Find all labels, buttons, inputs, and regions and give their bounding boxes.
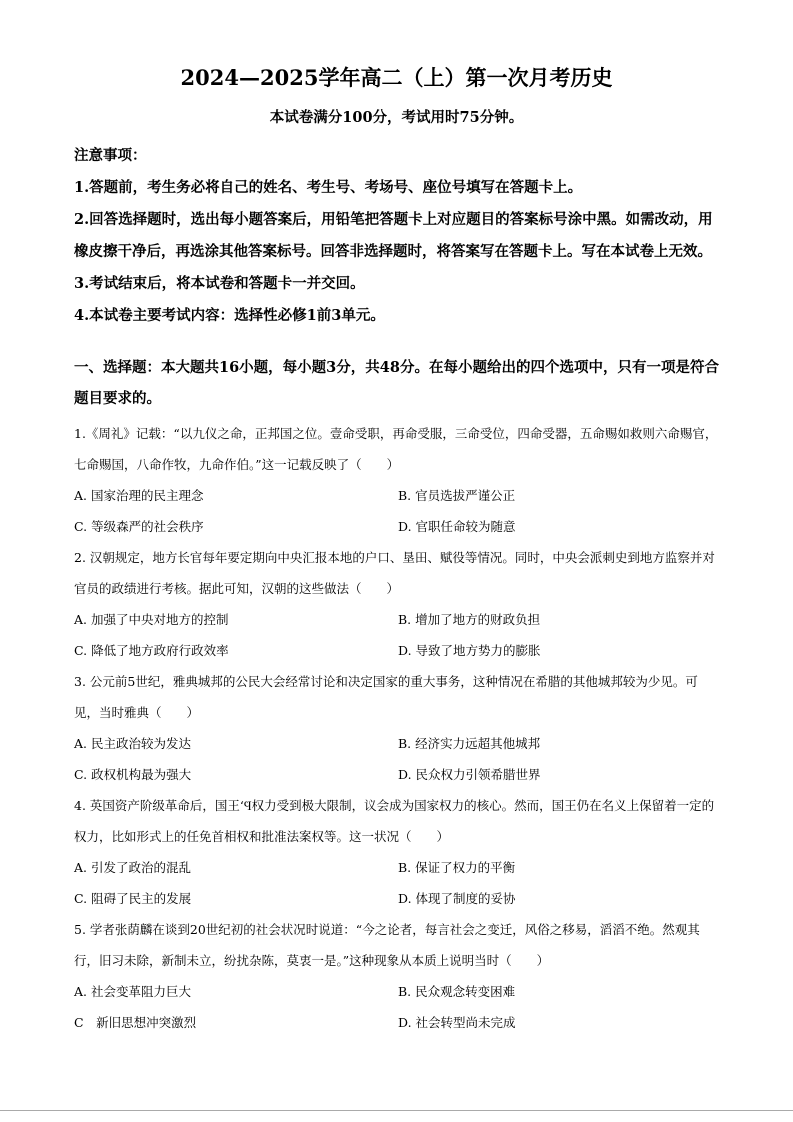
question-stem: 1.《周礼》记载：“以九仪之命，正邦国之位。壹命受职，再命受服，三命受位，四命受器，五命赐如救则六命赐官，七命赐国，八命作牧，九命作伯。”这一记载反映了（ ） [74,426,718,472]
option-c: C. 阻碍了民主的发展 [74,891,192,906]
option-b: B. 民众观念转变困难 [398,984,516,999]
notes-item: 1.答题前，考生务必将自己的姓名、考生号、考场号、座位号填写在答题卡上。 [74,179,583,196]
option-grid [74,728,722,790]
option-c: C. 政权机构最为强大 [74,767,192,782]
notes-item: 3.考试结束后，将本试卷和答题卡一并交回。 [74,275,365,292]
option-b: B. 保证了权力的平衡 [398,860,516,875]
option-d: D. 社会转型尚未完成 [398,1015,516,1030]
option-a: A. 国家治理的民主理念 [74,488,204,503]
question [74,418,722,542]
option-grid [74,604,722,666]
option-c: C. 降低了地方政府行政效率 [74,643,229,658]
question-list [74,418,722,1038]
option-d: D. 民众权力引领希腊世界 [398,767,541,782]
option-a: A. 民主政治较为发达 [74,736,191,751]
page-subtitle: 本试卷满分100分，考试用时75分钟。 [269,109,524,126]
option-b: B. 官员选拔严谨公正 [398,488,516,503]
page-title: 2024—2025学年高二（上）第一次月考历史 [180,65,613,90]
option-c: C 新旧思想冲突激烈 [74,1015,197,1030]
notes-block [74,140,722,332]
question-stem: 5. 学者张荫麟在谈到20世纪初的社会状况时说道：“今之论者，每言社会之变迁，风俗之移易，滔滔不绝。然观其行，旧习未除，新制未立，纷扰杂陈，莫衷一是。”这种现象从本质上说明当时（ ） [74,922,700,968]
question [74,790,722,914]
option-d: D. 官职任命较为随意 [398,519,516,534]
option-d: D. 导致了地方势力的膨胀 [398,643,541,658]
notes-item: 4.本试卷主要考试内容：选择性必修1前3单元。 [74,307,385,324]
option-a: A. 社会变革阻力巨大 [74,984,191,999]
question [74,914,722,1038]
page-bottom-rule [0,1110,793,1111]
option-grid [74,852,722,914]
notes-heading: 注意事项： [74,147,147,164]
option-a: A. 加强了中央对地方的控制 [74,612,229,627]
question [74,666,722,790]
question [74,542,722,666]
notes-item: 2.回答选择题时，选出每小题答案后，用铅笔把答题卡上对应题目的答案标号涂中黑。如需改动，用橡皮擦干净后，再选涂其他答案标号。回答非选择题时，将答案写在答题卡上。写在本试卷上无效。 [74,211,713,260]
option-b: B. 增加了地方的财政负担 [398,612,541,627]
question-stem: 3. 公元前5世纪，雅典城邦的公民大会经常讨论和决定国家的重大事务，这种情况在希腊的其他城邦较为少见。可见，当时雅典（ ） [74,674,698,720]
question-stem: 2. 汉朝规定，地方长官每年要定期向中央汇报本地的户口、垦田、赋役等情况。同时，中央会派刺史到地方监察并对官员的政绩进行考核。据此可知，汉朝的这些做法（ ） [74,550,715,596]
option-grid [74,480,722,542]
question-stem: 4. 英国资产阶级革命后，国王‘Ϥ权力受到极大限制，议会成为国家权力的核心。然而，国王仍在名义上保留着一定的权力，比如形式上的任免首相权和批准法案权等。这一状况（ ） [74,798,715,844]
option-b: B. 经济实力远超其他城邦 [398,736,541,751]
section-heading: 一、选择题：本大题共16小题，每小题3分，共48分。在每小题给出的四个选项中，只有一项是符合题目要求的。 [74,359,719,407]
option-a: A. 引发了政治的混乱 [74,860,191,875]
option-grid [74,976,722,1038]
option-c: C. 等级森严的社会秩序 [74,519,204,534]
option-d: D. 体现了制度的妥协 [398,891,516,906]
